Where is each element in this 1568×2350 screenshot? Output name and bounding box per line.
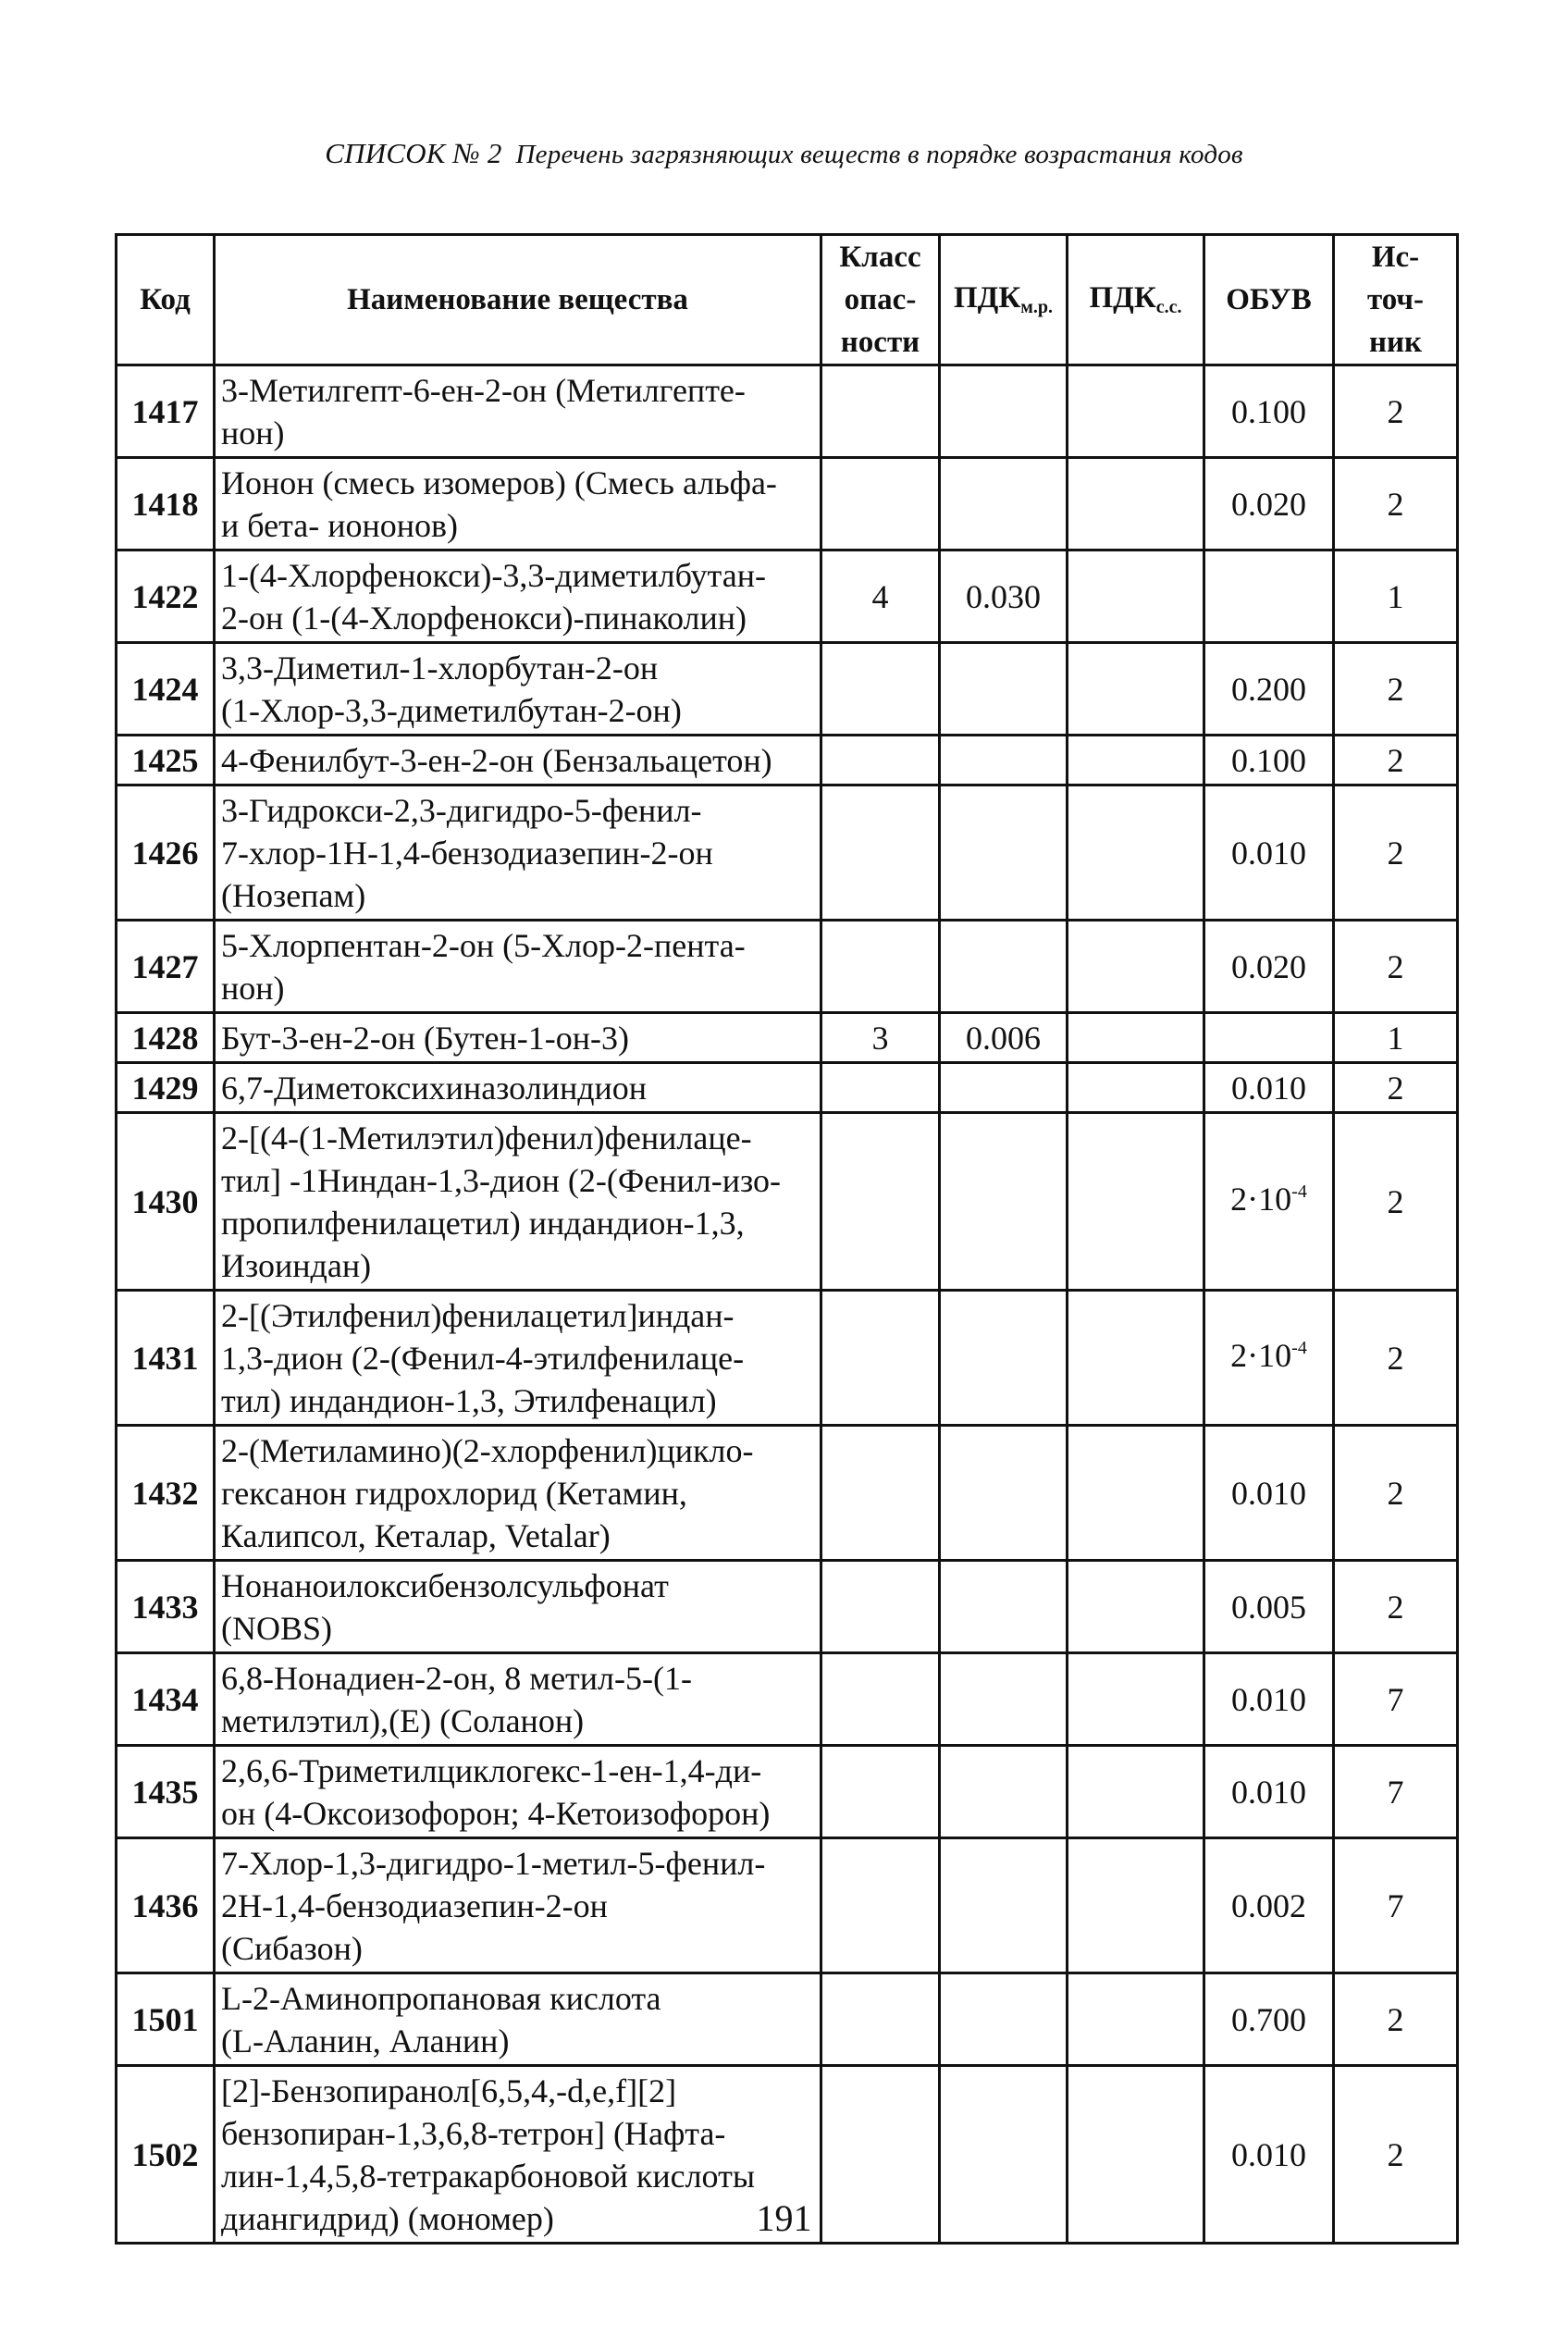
table-body [117,365,1458,2244]
cell-obuv: 0.020 [1204,921,1334,1013]
name-line: тил) индандион-1,3, Этилфенацил) [221,1381,717,1419]
cell-name [215,1653,821,1746]
table-row [117,1561,1458,1653]
hazard-class-line: Класс [839,241,921,274]
cell-hazard-class [821,1838,940,1973]
table-row [117,1746,1458,1838]
cell-hazard-class [821,1291,940,1426]
table-row [117,365,1458,458]
obuv-base: 2·10 [1230,1336,1292,1374]
cell-pdk-mr: 0.030 [940,550,1068,643]
cell-obuv: 0.020 [1204,458,1334,550]
cell-source: 2 [1334,1561,1458,1653]
cell-pdk-ss [1068,365,1204,458]
table-row [117,1838,1458,1973]
cell-pdk-mr [940,643,1068,736]
cell-code: 1425 [117,736,215,785]
cell-name [215,736,821,785]
cell-obuv [1204,1013,1334,1063]
name-line: лин-1,4,5,8-тетракарбоновой кислоты [221,2157,756,2195]
cell-name [215,1973,821,2066]
cell-obuv: 0.010 [1204,1426,1334,1561]
cell-pdk-ss [1068,643,1204,736]
cell-hazard-class [821,921,940,1013]
name-line: 1-(4-Хлорфенокси)-3,3-диметилбутан- [221,556,766,594]
cell-code: 1431 [117,1291,215,1426]
cell-obuv: 0.002 [1204,1838,1334,1973]
name-line: 2-[(4-(1-Метилэтил)фенил)фенилаце- [221,1119,752,1156]
cell-pdk-ss [1068,1561,1204,1653]
table-row [117,1013,1458,1063]
cell-source: 7 [1334,1838,1458,1973]
cell-hazard-class [821,1063,940,1113]
cell-pdk-mr [940,1746,1068,1838]
cell-name [215,550,821,643]
table-row [117,550,1458,643]
substances-table [115,233,1459,2245]
hazard-class-line: опас- [844,283,917,316]
cell-pdk-ss [1068,1291,1204,1426]
name-line: нон) [221,414,285,451]
cell-hazard-class [821,1973,940,2066]
name-line: нон) [221,969,285,1007]
cell-obuv: 0.200 [1204,643,1334,736]
cell-source: 2 [1334,643,1458,736]
cell-name [215,365,821,458]
hazard-class-line: ности [840,326,920,359]
cell-name [215,1063,821,1113]
cell-pdk-ss [1068,1838,1204,1973]
cell-pdk-mr [940,1561,1068,1653]
name-line: тил] -1Ниндан-1,3-дион (2-(Фенил-изо- [221,1161,781,1199]
name-line: 4-Фенилбут-3-ен-2-он (Бензальацетон) [221,741,772,779]
pdk-ss-subscript: с.с. [1155,297,1182,317]
cell-name [215,458,821,550]
cell-pdk-ss [1068,785,1204,921]
cell-hazard-class: 3 [821,1013,940,1063]
cell-pdk-ss [1068,1973,1204,2066]
cell-obuv: 0.700 [1204,1973,1334,2066]
cell-source: 2 [1334,1973,1458,2066]
cell-code: 1502 [117,2066,215,2244]
cell-pdk-ss [1068,736,1204,785]
cell-code: 1501 [117,1973,215,2066]
cell-source: 2 [1334,1113,1458,1291]
cell-pdk-ss [1068,1063,1204,1113]
cell-pdk-mr [940,785,1068,921]
cell-pdk-mr [940,921,1068,1013]
name-line: (Нозепам) [221,876,366,914]
name-line: 6,8-Нонадиен-2-он, 8 метил-5-(1- [221,1659,692,1697]
name-line: бензопиран-1,3,6,8-тетрон] (Нафта- [221,2114,726,2152]
name-line: пропилфенилацетил) индандион-1,3, [221,1204,745,1242]
cell-code: 1430 [117,1113,215,1291]
name-line: он (4-Оксоизофорон; 4-Кетоизофорон) [221,1794,771,1832]
cell-name [215,1746,821,1838]
cell-code: 1427 [117,921,215,1013]
name-line: Нонаноилоксибензолсульфонат [221,1566,669,1604]
cell-obuv: 0.010 [1204,1063,1334,1113]
name-line: (Сибазон) [221,1929,363,1967]
cell-name [215,1426,821,1561]
cell-obuv [1204,1291,1334,1426]
name-line: диангидрид) (мономер) [221,2199,554,2237]
name-line: и бета- иононов) [221,506,459,544]
cell-code: 1417 [117,365,215,458]
cell-code: 1432 [117,1426,215,1561]
cell-pdk-ss [1068,458,1204,550]
cell-hazard-class: 4 [821,550,940,643]
name-line: 5-Хлорпентан-2-он (5-Хлор-2-пента- [221,926,746,964]
cell-name [215,1013,821,1063]
col-header-hazard-class [821,235,940,365]
cell-pdk-mr [940,1113,1068,1291]
name-line: 2-он (1-(4-Хлорфенокси)-пинаколин) [221,599,747,637]
cell-name [215,1561,821,1653]
cell-code: 1424 [117,643,215,736]
name-line: 2-(Метиламино)(2-хлорфенил)цикло- [221,1431,754,1469]
pdk-ss-base: ПДК [1089,281,1156,315]
name-line: Калипсол, Кеталар, Vetalar) [221,1516,611,1554]
name-line: 2-[(Этилфенил)фенилацетил]индан- [221,1296,735,1334]
cell-obuv: 0.010 [1204,1653,1334,1746]
table-row [117,921,1458,1013]
name-line: 7-хлор-1Н-1,4-бензодиазепин-2-он [221,834,713,872]
list-label: СПИСОК № 2 [325,137,502,169]
cell-hazard-class [821,1653,940,1746]
cell-code: 1435 [117,1746,215,1838]
cell-obuv [1204,1113,1334,1291]
cell-source: 2 [1334,736,1458,785]
name-line: 6,7-Диметоксихиназолиндион [221,1069,648,1107]
cell-source: 2 [1334,458,1458,550]
cell-code: 1429 [117,1063,215,1113]
cell-name [215,785,821,921]
name-line: (L-Аланин, Аланин) [221,2022,510,2059]
cell-source: 7 [1334,1746,1458,1838]
cell-pdk-mr [940,736,1068,785]
cell-obuv: 0.100 [1204,736,1334,785]
cell-obuv: 0.100 [1204,365,1334,458]
name-line: 3,3-Диметил-1-хлорбутан-2-он [221,649,659,686]
page-title: Перечень загрязняющих веществ в порядке возрастания кодов [515,140,1243,169]
cell-pdk-mr [940,1653,1068,1746]
cell-code: 1434 [117,1653,215,1746]
name-line: Ионон (смесь изомеров) (Смесь альфа- [221,464,777,501]
cell-pdk-ss [1068,1653,1204,1746]
cell-source: 2 [1334,1291,1458,1426]
cell-code: 1426 [117,785,215,921]
col-header-obuv: ОБУВ [1204,235,1334,365]
table-row [117,1973,1458,2066]
cell-code: 1418 [117,458,215,550]
table-row [117,1113,1458,1291]
cell-source: 7 [1334,1653,1458,1746]
cell-pdk-ss [1068,1013,1204,1063]
cell-name [215,643,821,736]
col-header-code: Код [117,235,215,365]
cell-pdk-ss [1068,550,1204,643]
cell-obuv: 0.005 [1204,1561,1334,1653]
name-line: 7-Хлор-1,3-дигидро-1-метил-5-фенил- [221,1844,766,1882]
cell-pdk-ss [1068,921,1204,1013]
cell-source: 2 [1334,921,1458,1013]
name-line: Изоиндан) [221,1246,372,1284]
cell-hazard-class [821,365,940,458]
obuv-exponent: -4 [1291,1181,1307,1202]
cell-source: 2 [1334,2066,1458,2244]
page-number: 191 [756,2197,812,2239]
cell-pdk-ss [1068,1426,1204,1561]
cell-pdk-mr: 0.006 [940,1013,1068,1063]
table-row [117,1063,1458,1113]
table-row [117,1653,1458,1746]
name-line: гексанон гидрохлорид (Кетамин, [221,1474,687,1512]
cell-obuv: 0.010 [1204,2066,1334,2244]
table-row [117,1291,1458,1426]
col-header-name: Наименование вещества [215,235,821,365]
name-line: (NOBS) [221,1609,333,1647]
cell-obuv: 0.010 [1204,785,1334,921]
cell-pdk-mr [940,1838,1068,1973]
cell-pdk-mr [940,1426,1068,1561]
cell-name [215,1113,821,1291]
name-line: 2,6,6-Триметилциклогекс-1-ен-1,4-ди- [221,1751,762,1789]
cell-obuv: 0.010 [1204,1746,1334,1838]
table-row [117,1426,1458,1561]
name-line: метилэтил),(Е) (Соланон) [221,1701,585,1739]
page-header [0,137,1568,170]
name-line: L-2-Аминопропановая кислота [221,1979,661,2017]
name-line: 3-Гидрокси-2,3-дигидро-5-фенил- [221,791,702,829]
cell-pdk-mr [940,1973,1068,2066]
col-header-pdk-mr [940,235,1068,365]
cell-hazard-class [821,1746,940,1838]
name-line: 2Н-1,4-бензодиазепин-2-он [221,1886,608,1924]
cell-code: 1433 [117,1561,215,1653]
cell-source: 1 [1334,1013,1458,1063]
cell-hazard-class [821,1561,940,1653]
cell-source: 2 [1334,1063,1458,1113]
table-row [117,736,1458,785]
pdk-mr-subscript: м.р. [1020,297,1054,317]
source-header-line: точ- [1366,283,1425,316]
cell-source: 2 [1334,785,1458,921]
source-header-line: Ис- [1371,241,1420,274]
col-header-pdk-ss [1068,235,1204,365]
cell-pdk-mr [940,1291,1068,1426]
table-row [117,643,1458,736]
pdk-mr-base: ПДК [953,281,1021,315]
cell-pdk-ss [1068,1113,1204,1291]
name-line: (1-Хлор-3,3-диметилбутан-2-он) [221,691,682,729]
obuv-exponent: -4 [1291,1337,1307,1358]
cell-hazard-class [821,1113,940,1291]
cell-source: 1 [1334,550,1458,643]
cell-code: 1428 [117,1013,215,1063]
cell-hazard-class [821,736,940,785]
cell-pdk-mr [940,458,1068,550]
table-header-row [117,235,1458,365]
cell-hazard-class [821,643,940,736]
cell-obuv [1204,550,1334,643]
cell-name [215,1291,821,1426]
name-line: 3-Метилгепт-6-ен-2-он (Метилгепте- [221,371,746,409]
cell-code: 1422 [117,550,215,643]
cell-hazard-class [821,785,940,921]
cell-hazard-class [821,1426,940,1561]
name-line: 1,3-дион (2-(Фенил-4-этилфенилаце- [221,1339,745,1377]
cell-name [215,1838,821,1973]
obuv-base: 2·10 [1230,1180,1292,1218]
cell-hazard-class [821,458,940,550]
name-line: [2]-Бензопиранол[6,5,4,-d,e,f][2] [221,2072,677,2109]
cell-pdk-ss [1068,1746,1204,1838]
cell-code: 1436 [117,1838,215,1973]
cell-name [215,921,821,1013]
col-header-source [1334,235,1458,365]
cell-pdk-mr [940,1063,1068,1113]
name-line: Бут-3-ен-2-он (Бутен-1-он-3) [221,1019,629,1057]
cell-pdk-mr [940,365,1068,458]
table-row [117,458,1458,550]
table-row [117,785,1458,921]
source-header-line: ник [1368,326,1423,359]
cell-source: 2 [1334,1426,1458,1561]
cell-source: 2 [1334,365,1458,458]
